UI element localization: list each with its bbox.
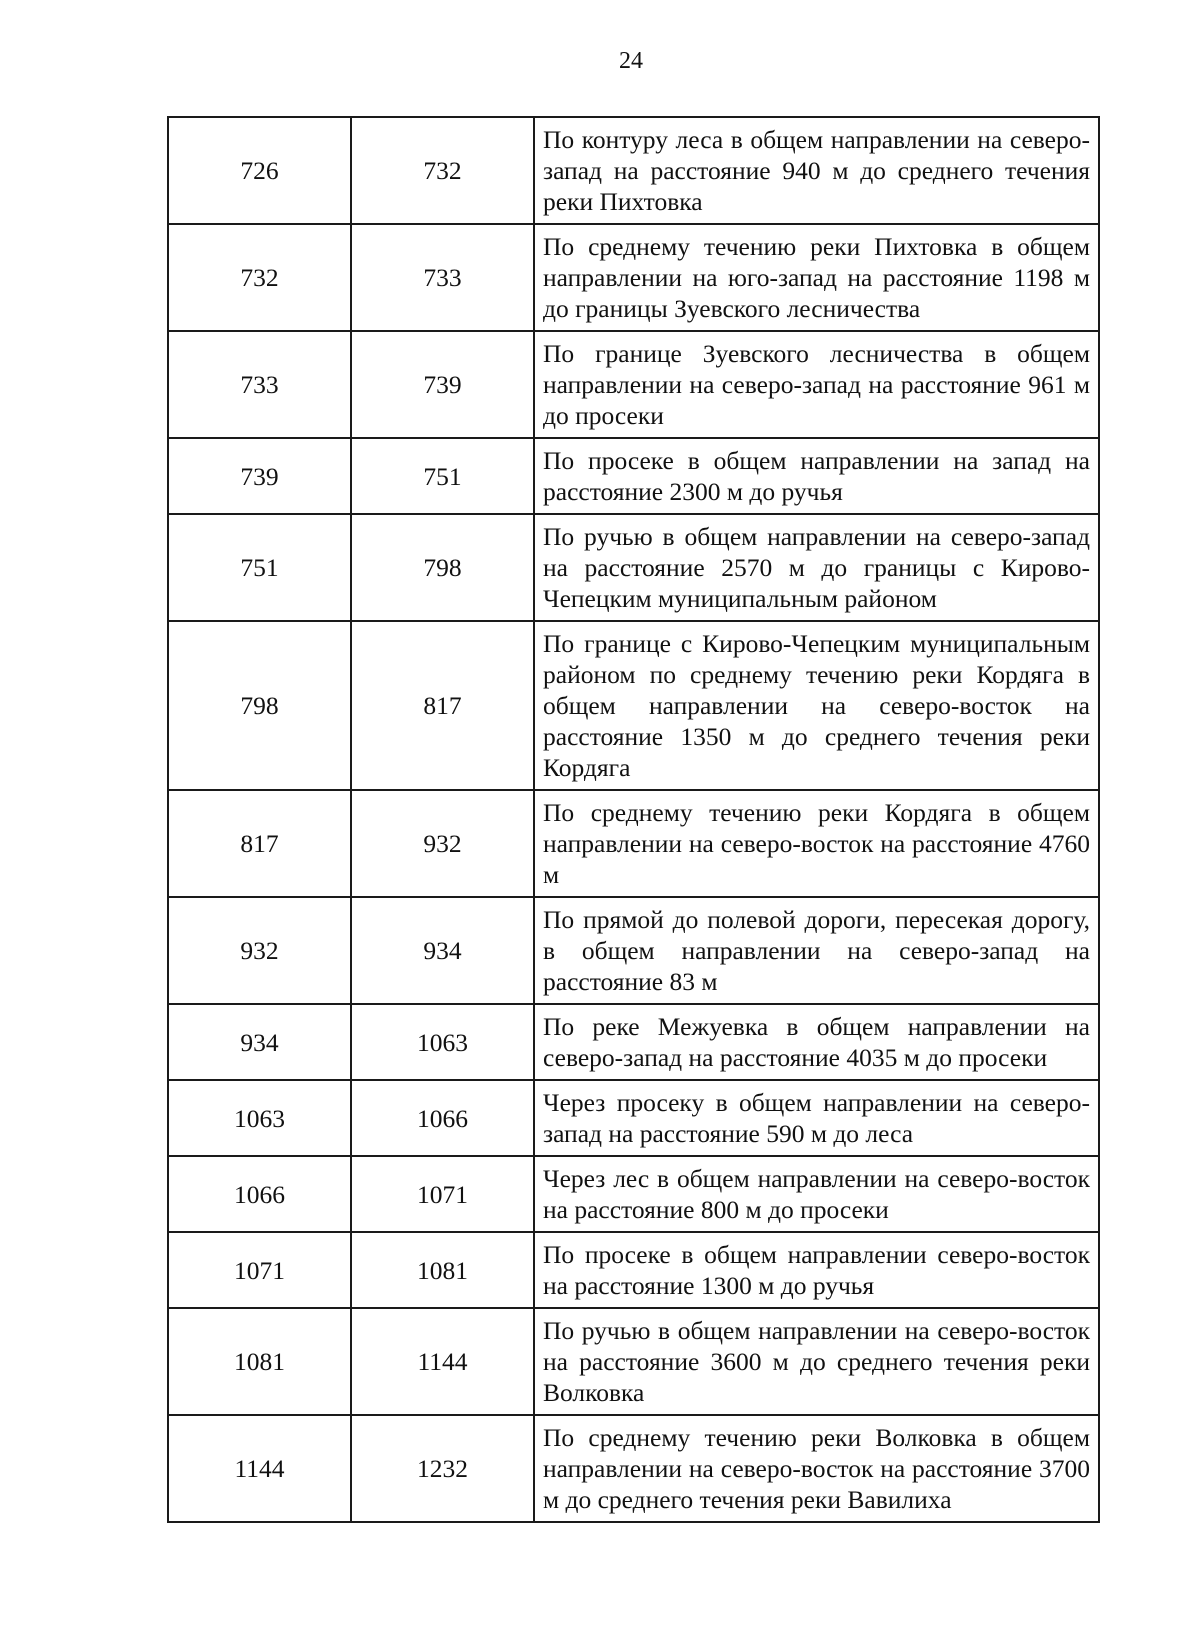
from-point-cell: 817 xyxy=(168,790,351,897)
table-row xyxy=(168,514,1099,621)
table-row xyxy=(168,1004,1099,1080)
to-point-cell: 732 xyxy=(351,117,534,224)
boundary-description-cell: Через просеку в общем направлении на северо-запад на расстояние 590 м до леса xyxy=(534,1080,1099,1156)
table-row xyxy=(168,331,1099,438)
from-point-cell: 739 xyxy=(168,438,351,514)
from-point-cell: 1081 xyxy=(168,1308,351,1415)
from-point-cell: 934 xyxy=(168,1004,351,1080)
from-point-cell: 1063 xyxy=(168,1080,351,1156)
table-body xyxy=(168,117,1099,1522)
table-row xyxy=(168,1308,1099,1415)
boundary-description-cell: По границе с Кирово-Чепецким муниципальным районом по среднему течению реки Кордяга в общем направлении на северо-восток на расстояние 1350 м до среднего течения реки Кордяга xyxy=(534,621,1099,790)
table-row xyxy=(168,224,1099,331)
to-point-cell: 1081 xyxy=(351,1232,534,1308)
table-row xyxy=(168,438,1099,514)
to-point-cell: 1066 xyxy=(351,1080,534,1156)
boundary-description-cell: По контуру леса в общем направлении на северо-запад на расстояние 940 м до среднего течения реки Пихтовка xyxy=(534,117,1099,224)
to-point-cell: 817 xyxy=(351,621,534,790)
from-point-cell: 733 xyxy=(168,331,351,438)
to-point-cell: 1232 xyxy=(351,1415,534,1522)
table-row xyxy=(168,621,1099,790)
table-row xyxy=(168,790,1099,897)
to-point-cell: 932 xyxy=(351,790,534,897)
page-number: 24 xyxy=(619,48,643,74)
boundary-description-cell: По среднему течению реки Волковка в общем направлении на северо-восток на расстояние 3700 м до среднего течения реки Вавилиха xyxy=(534,1415,1099,1522)
table-row xyxy=(168,1156,1099,1232)
to-point-cell: 798 xyxy=(351,514,534,621)
to-point-cell: 934 xyxy=(351,897,534,1004)
table-row xyxy=(168,1232,1099,1308)
from-point-cell: 732 xyxy=(168,224,351,331)
to-point-cell: 1144 xyxy=(351,1308,534,1415)
boundary-description-cell: По среднему течению реки Пихтовка в общем направлении на юго-запад на расстояние 1198 м до границы Зуевского лесничества xyxy=(534,224,1099,331)
boundary-description-table xyxy=(167,116,1100,1523)
table-row xyxy=(168,1080,1099,1156)
table-row xyxy=(168,897,1099,1004)
to-point-cell: 751 xyxy=(351,438,534,514)
boundary-description-cell: По ручью в общем направлении на северо-восток на расстояние 3600 м до среднего течения реки Волковка xyxy=(534,1308,1099,1415)
to-point-cell: 733 xyxy=(351,224,534,331)
from-point-cell: 726 xyxy=(168,117,351,224)
boundary-description-cell: По реке Межуевка в общем направлении на северо-запад на расстояние 4035 м до просеки xyxy=(534,1004,1099,1080)
boundary-description-cell: По прямой до полевой дороги, пересекая дорогу, в общем направлении на северо-запад на расстояние 83 м xyxy=(534,897,1099,1004)
from-point-cell: 1066 xyxy=(168,1156,351,1232)
boundary-description-cell: По ручью в общем направлении на северо-запад на расстояние 2570 м до границы с Кирово-Чепецким муниципальным районом xyxy=(534,514,1099,621)
table-row xyxy=(168,1415,1099,1522)
from-point-cell: 798 xyxy=(168,621,351,790)
table-row xyxy=(168,117,1099,224)
boundary-description-cell: По границе Зуевского лесничества в общем направлении на северо-запад на расстояние 961 м до просеки xyxy=(534,331,1099,438)
from-point-cell: 1071 xyxy=(168,1232,351,1308)
from-point-cell: 932 xyxy=(168,897,351,1004)
boundary-description-cell: По среднему течению реки Кордяга в общем направлении на северо-восток на расстояние 4760 м xyxy=(534,790,1099,897)
boundary-description-cell: По просеке в общем направлении северо-восток на расстояние 1300 м до ручья xyxy=(534,1232,1099,1308)
to-point-cell: 1063 xyxy=(351,1004,534,1080)
to-point-cell: 1071 xyxy=(351,1156,534,1232)
from-point-cell: 751 xyxy=(168,514,351,621)
from-point-cell: 1144 xyxy=(168,1415,351,1522)
to-point-cell: 739 xyxy=(351,331,534,438)
boundary-description-cell: Через лес в общем направлении на северо-восток на расстояние 800 м до просеки xyxy=(534,1156,1099,1232)
boundary-description-cell: По просеке в общем направлении на запад на расстояние 2300 м до ручья xyxy=(534,438,1099,514)
